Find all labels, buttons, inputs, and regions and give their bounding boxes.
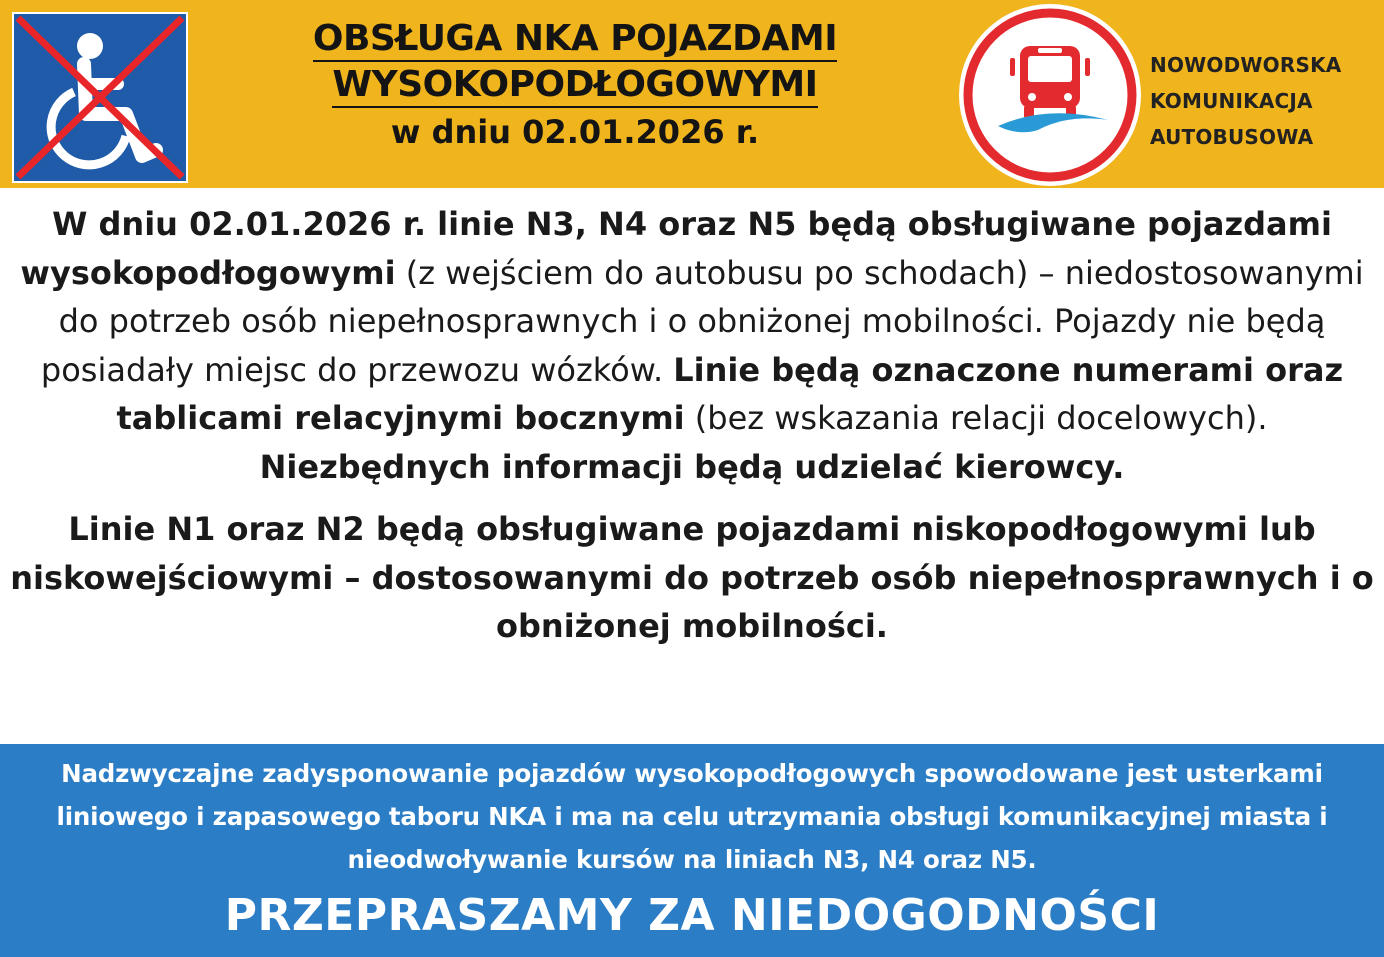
notice-bold-1: W dniu 02.01.2026 r. linie N3, N4 oraz N5 będą obsługiwane pojazdami wysokopodłogowymi <box>20 205 1332 292</box>
notice-paragraph-1 <box>0 200 1384 491</box>
title-block <box>210 18 940 152</box>
company-name-line-1: NOWODWORSKA <box>1150 53 1342 77</box>
accessibility-sign <box>12 12 188 183</box>
title-line-1: OBSŁUGA NKA POJAZDAMI <box>313 18 837 62</box>
header-banner <box>0 0 1384 188</box>
footer-explanation: Nadzwyczajne zadysponowanie pojazdów wysokopodłogowych spowodowane jest usterkami liniowego i zapasowego taboru NKA i ma na celu utrzymania obsługi komunikacyjnej miasta i nieodwoływanie kursów na liniach N3, N4 oraz N5. <box>56 759 1328 874</box>
notice-bold-2: Linie będą oznaczone numerami oraz tablicami relacyjnymi bocznymi <box>116 350 1344 437</box>
notice-text-2: (bez wskazania relacji docelowych). <box>684 399 1268 437</box>
footer-apology: PRZEPRASZAMY ZA NIEDOGODNOŚCI <box>224 890 1160 941</box>
wheelchair-crossed-icon <box>14 14 186 181</box>
company-logo <box>958 2 1384 188</box>
title-date: w dniu 02.01.2026 r. <box>390 113 760 151</box>
bus-logo-icon <box>958 2 1144 188</box>
notice-bold-3: Niezbędnych informacji będą udzielać kierowcy. <box>259 447 1125 486</box>
notice-body <box>0 200 1384 651</box>
company-name-line-2: KOMUNIKACJA <box>1150 89 1313 113</box>
company-name <box>1150 47 1341 155</box>
notice-text-1: (z wejściem do autobusu po schodach) – niedostosowanymi do potrzeb osób niepełnosprawnych i o obniżonej mobilności. Pojazdy nie będą posiadały miejsc do przewozu wózków. <box>40 253 1364 389</box>
title-line-2: WYSOKOPODŁOGOWYMI <box>332 64 817 108</box>
footer-banner <box>0 744 1384 957</box>
notice-paragraph-2: Linie N1 oraz N2 będą obsługiwane pojazdami niskopodłogowymi lub niskowejściowymi – dostosowanymi do potrzeb osób niepełnosprawnych i o obniżonej mobilności. <box>10 510 1374 645</box>
company-name-line-3: AUTOBUSOWA <box>1150 125 1314 149</box>
